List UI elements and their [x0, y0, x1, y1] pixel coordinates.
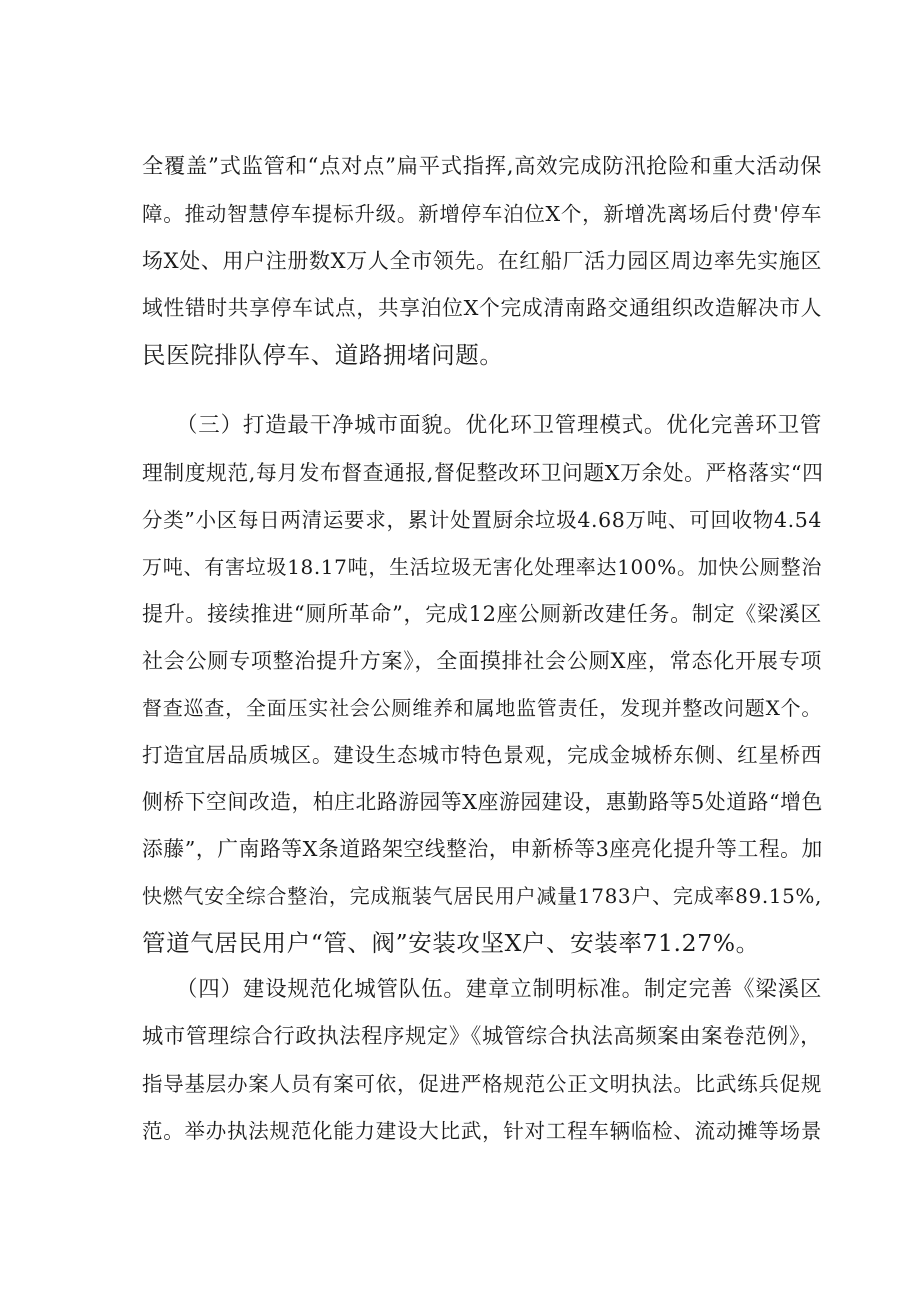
paragraph-1-line-2: 障。推动智慧停车提标升级。新增停车泊位X个，新增冼离场后付费'停车 — [142, 202, 822, 226]
paragraph-2-line-7: 督查巡查，全面压实社会公厕维养和属地监管责任，发现并整改问题X个。 — [142, 696, 822, 720]
paragraph-3-line-1: （四）建设规范化城管队伍。建章立制明标准。制定完善《梁溪区 — [176, 977, 822, 1002]
paragraph-2-line-5: 提升。接续推进“厕所革命”，完成12座公厕新改建任务。制定《梁溪区 — [142, 602, 822, 626]
paragraph-2-line-1: （三）打造最干净城市面貌。优化环卫管理模式。优化完善环卫管 — [176, 413, 822, 438]
paragraph-1-line-5: 民医院排队停车、道路拥堵问题。 — [142, 341, 504, 369]
paragraph-2-line-2: 理制度规范,每月发布督查通报,督促整改环卫问题X万余处。严格落实“四 — [142, 461, 824, 485]
paragraph-2-line-4: 万吨、有害垃圾18.17吨，生活垃圾无害化处理率达100%。加快公厕整治 — [142, 555, 822, 579]
paragraph-2-line-12: 管道气居民用户“管、阀”安装攻坚X户、安装率71.27%。 — [142, 929, 760, 957]
paragraph-2-line-10: 添藤”，广南路等X条道路架空线整治，申新桥等3座亮化提升等工程。加 — [142, 837, 823, 861]
paragraph-3-line-4: 范。举办执法规范化能力建设大比武，针对工程车辆临检、流动摊等场景 — [142, 1119, 822, 1143]
paragraph-2-line-8: 打造宜居品质城区。建设生态城市特色景观，完成金城桥东侧、红星桥西 — [142, 743, 822, 767]
paragraph-2-line-3: 分类”小区每日两清运要求，累计处置厨余垃圾4.68万吨、可回收物4.54 — [142, 508, 822, 532]
paragraph-3-line-2: 城市管理综合行政执法程序规定》《城管综合执法高频案由案卷范例》， — [142, 1024, 822, 1049]
paragraph-1-line-3: 场X处、用户注册数X万人全市领先。在红船厂活力园区周边率先实施区 — [142, 249, 822, 273]
paragraph-1-line-4: 域性错时共享停车试点，共享泊位X个完成清南路交通组织改造解决市人 — [142, 296, 822, 320]
paragraph-2-line-11: 快燃气安全综合整治，完成瓶装气居民用户减量1783户、完成率89.15%, — [142, 884, 822, 908]
paragraph-1-line-1: 全覆盖”式监管和“点对点”扁平式指挥,高效完成防汛抢险和重大活动保 — [142, 154, 822, 179]
paragraph-2-line-9: 侧桥下空间改造，柏庄北路游园等X座游园建设，惠勤路等5处道路“增色 — [142, 790, 823, 814]
paragraph-3-line-3: 指导基层办案人员有案可依，促进严格规范公正文明执法。比武练兵促规 — [142, 1072, 822, 1096]
paragraph-2-line-6: 社会公厕专项整治提升方案》，全面摸排社会公厕X座，常态化开展专项 — [142, 649, 822, 673]
